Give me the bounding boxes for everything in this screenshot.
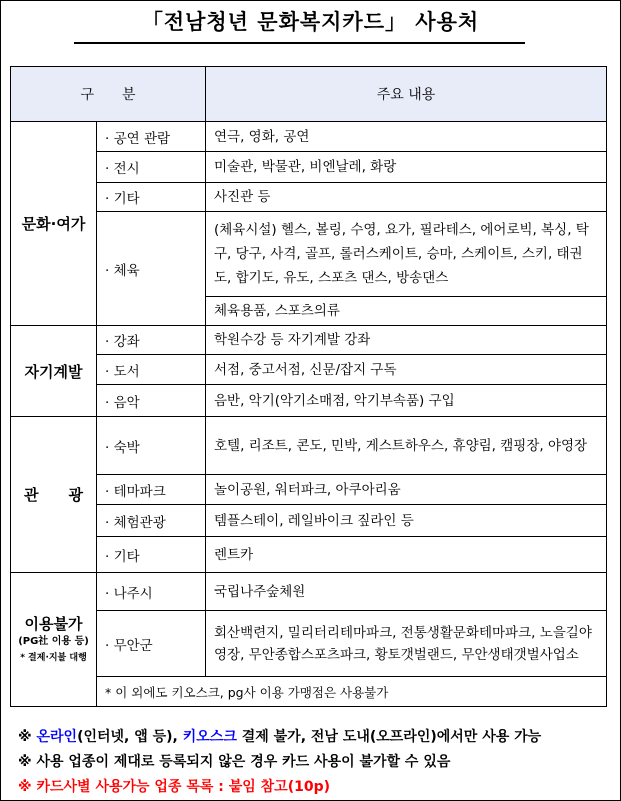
category-tourism: 관 광 (11, 417, 97, 573)
table-header (11, 67, 607, 122)
category-self-dev: 자기계발 (11, 326, 97, 417)
table-row (11, 183, 607, 212)
content-cell: 국립나주숲체원 (206, 573, 607, 611)
content-cell: 음반, 악기(악기소매점, 악기부속품) 구입 (206, 385, 607, 417)
table-row (11, 122, 607, 152)
content-cell: 체육용품, 스포츠의류 (206, 297, 607, 326)
note-1 (18, 725, 541, 750)
note-2: ※ 사용 업종이 제대로 등록되지 않은 경우 카드 사용이 불가할 수 있음 (18, 754, 451, 770)
category-note: * 결제·지불 대행 (20, 653, 87, 663)
header-category: 구 분 (11, 67, 206, 122)
table-row (11, 611, 607, 677)
table-row (11, 152, 607, 183)
subcategory: · 공연 관람 (97, 122, 206, 152)
content-cell: 회산백련지, 밀리터리테마파크, 전통생활문화테마파크, 노을길야영장, 무안종합스포츠파크, 황토갯벌랜드, 무안생태갯벌사업소 (206, 611, 607, 677)
subcategory: · 체험관광 (97, 505, 206, 537)
category-culture: 문화·여가 (11, 122, 97, 326)
footnote-cell: * 이 외에도 키오스크, pg사 이용 가맹점은 사용불가 (97, 677, 607, 707)
table-row (11, 417, 607, 475)
content-cell: 미술관, 박물관, 비엔날레, 화랑 (206, 152, 607, 183)
content-cell: 렌트카 (206, 537, 607, 573)
subcategory: · 무안군 (97, 611, 206, 677)
category-note: (PG社 이용 등) (18, 636, 89, 647)
online-highlight: 온라인 (36, 729, 78, 745)
content-cell: (체육시설) 헬스, 볼링, 수영, 요가, 필라테스, 에어로빅, 복싱, 탁구, 당구, 사격, 골프, 롤러스케이트, 승마, 스케이트, 스키, 태권도, 합기도, 유도, 스포츠 댄스, 방송댄스 (206, 212, 607, 297)
category-unavailable (11, 573, 97, 707)
table-row (11, 385, 607, 417)
note-3: ※ 카드사별 사용가능 업종 목록 : 붙임 참고(10p) (18, 779, 331, 795)
subcategory: · 기타 (97, 537, 206, 573)
subcategory: · 나주시 (97, 573, 206, 611)
content-cell: 호텔, 리조트, 콘도, 민박, 게스트하우스, 휴양림, 캠핑장, 야영장 (206, 417, 607, 475)
subcategory: · 기타 (97, 183, 206, 212)
subcategory: · 음악 (97, 385, 206, 417)
note-mark: ※ (18, 729, 37, 745)
table-row (11, 573, 607, 611)
table-row (11, 537, 607, 573)
usage-table (10, 66, 607, 707)
content-cell: 놀이공원, 워터파크, 아쿠아리움 (206, 475, 607, 505)
subcategory: · 테마파크 (97, 475, 206, 505)
content-cell: 템플스테이, 레일바이크 짚라인 등 (206, 505, 607, 537)
note-text: 결제 불가, 전남 도내(오프라인)에서만 사용 가능 (236, 729, 542, 745)
page-title: 「전남청년 문화복지카드」 사용처 (141, 10, 480, 34)
content-cell: 연극, 영화, 공연 (206, 122, 607, 152)
content-cell: 학원수강 등 자기계발 강좌 (206, 326, 607, 355)
title-underline (74, 42, 525, 44)
subcategory: · 전시 (97, 152, 206, 183)
subcategory: · 체육 (97, 212, 206, 326)
header-content: 주요 내용 (206, 67, 607, 122)
table-row (11, 212, 607, 297)
category-label: 이용불가 (24, 615, 83, 633)
table-row (11, 326, 607, 355)
table-row (11, 677, 607, 707)
table-row (11, 505, 607, 537)
subcategory: · 강좌 (97, 326, 206, 355)
subcategory: · 숙박 (97, 417, 206, 475)
notes (18, 725, 541, 800)
table-row (11, 475, 607, 505)
content-cell: 사진관 등 (206, 183, 607, 212)
content-cell: 서점, 중고서점, 신문/잡지 구독 (206, 355, 607, 385)
table-row (11, 355, 607, 385)
kiosk-highlight: 키오스크 (182, 729, 237, 745)
note-text: (인터넷, 앱 등), (77, 729, 183, 745)
subcategory: · 도서 (97, 355, 206, 385)
